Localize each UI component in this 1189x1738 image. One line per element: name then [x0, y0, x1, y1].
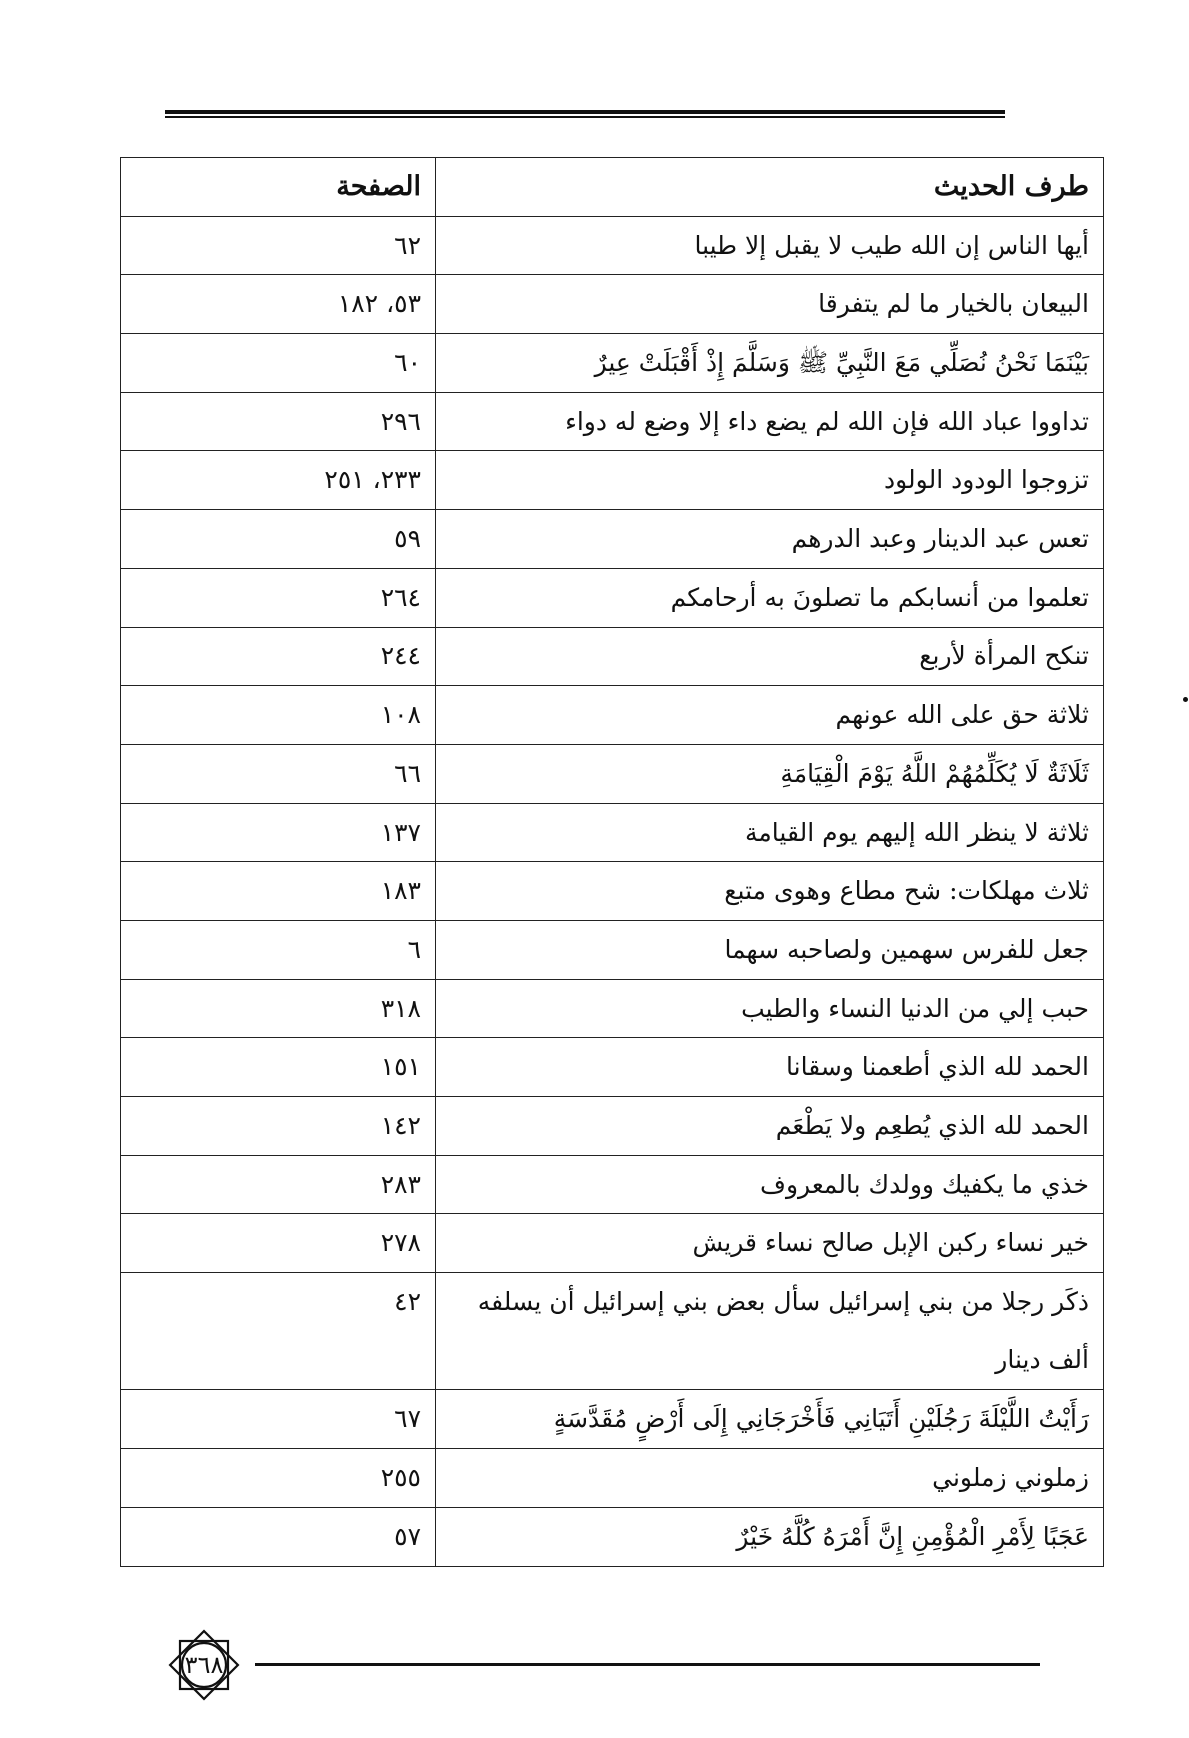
page-cell: ٢٩٦: [121, 392, 436, 451]
table-row: [121, 1390, 1104, 1449]
table-row: [121, 920, 1104, 979]
table-row: [121, 1097, 1104, 1156]
page-cell: ٦٠: [121, 334, 436, 393]
hadith-cell: خذي ما يكفيك وولدك بالمعروف: [436, 1155, 1104, 1214]
table-row: [121, 334, 1104, 393]
header-hadith: طرف الحديث: [436, 158, 1104, 217]
page-cell: ٢٧٨: [121, 1214, 436, 1273]
hadith-cell: رَأَيْتُ اللَّيْلَةَ رَجُلَيْنِ أَتَيَانِي فَأَخْرَجَانِي إِلَى أَرْضٍ مُقَدَّسَةٍ: [436, 1390, 1104, 1449]
page-cell: ١٠٨: [121, 686, 436, 745]
page-cell: ٢٣٣، ٢٥١: [121, 451, 436, 510]
page-cell: ٥٩: [121, 510, 436, 569]
page-number: ٣٦٨: [184, 1651, 224, 1679]
hadith-cell: الحمد لله الذي أطعمنا وسقانا: [436, 1038, 1104, 1097]
page-cell: ٦٦: [121, 744, 436, 803]
table-row: [121, 803, 1104, 862]
footer-rule: [255, 1663, 1040, 1666]
hadith-cell: ثلاث مهلكات: شح مطاع وهوى متبع: [436, 862, 1104, 921]
hadith-cell: خير نساء ركبن الإبل صالح نساء قريش: [436, 1214, 1104, 1273]
table-row: [121, 744, 1104, 803]
hadith-cell: تزوجوا الودود الولود: [436, 451, 1104, 510]
hadith-cell: جعل للفرس سهمين ولصاحبه سهما: [436, 920, 1104, 979]
table-row: [121, 686, 1104, 745]
hadith-cell: ثلاثة حق على الله عونهم: [436, 686, 1104, 745]
table-row: [121, 1449, 1104, 1508]
table-row: [121, 1273, 1104, 1390]
hadith-cell: زملوني زملوني: [436, 1449, 1104, 1508]
hadith-cell: تنكح المرأة لأربع: [436, 627, 1104, 686]
page-cell: ٥٧: [121, 1507, 436, 1566]
page-cell: ٢٥٥: [121, 1449, 436, 1508]
page-cell: ٤٢: [121, 1273, 436, 1390]
hadith-cell: حبب إلي من الدنيا النساء والطيب: [436, 979, 1104, 1038]
page-cell: ٢٨٣: [121, 1155, 436, 1214]
table-row: [121, 1038, 1104, 1097]
page-cell: ٢٦٤: [121, 568, 436, 627]
hadith-cell: ذكَر رجلا من بني إسرائيل سأل بعض بني إسرائيل أن يسلفه ألف دينار: [436, 1273, 1104, 1390]
hadith-cell: تعس عبد الدينار وعبد الدرهم: [436, 510, 1104, 569]
table-row: [121, 979, 1104, 1038]
page-cell: ١٨٣: [121, 862, 436, 921]
page-cell: ١٤٢: [121, 1097, 436, 1156]
table-row: [121, 1507, 1104, 1566]
page-cell: ١٣٧: [121, 803, 436, 862]
page-cell: ٥٣، ١٨٢: [121, 275, 436, 334]
hadith-cell: ثلاثة لا ينظر الله إليهم يوم القيامة: [436, 803, 1104, 862]
table-row: [121, 1155, 1104, 1214]
table-row: [121, 451, 1104, 510]
hadith-cell: الحمد لله الذي يُطعِم ولا يَطْعَم: [436, 1097, 1104, 1156]
hadith-cell: بَيْنَمَا نَحْنُ نُصَلِّي مَعَ النَّبِيِّ ﷺ وَسَلَّمَ إِذْ أَقْبَلَتْ عِيرٌ: [436, 334, 1104, 393]
page-cell: ٣١٨: [121, 979, 436, 1038]
page-cell: ٦٧: [121, 1390, 436, 1449]
table-row: [121, 862, 1104, 921]
table-row: [121, 275, 1104, 334]
page-cell: ٦: [121, 920, 436, 979]
table-row: [121, 568, 1104, 627]
header-rule-gap: [165, 114, 1005, 115]
page-cell: ٢٤٤: [121, 627, 436, 686]
table-row: [121, 1214, 1104, 1273]
hadith-cell: عَجَبًا لِأَمْرِ الْمُؤْمِنِ إِنَّ أَمْرَهُ كُلَّهُ خَيْرٌ: [436, 1507, 1104, 1566]
hadith-cell: ثَلَاثَةٌ لَا يُكَلِّمُهُمْ اللَّهُ يَوْمَ الْقِيَامَةِ: [436, 744, 1104, 803]
table-row: [121, 392, 1104, 451]
table-header-row: [121, 158, 1104, 217]
page-cell: ٦٢: [121, 216, 436, 275]
hadith-cell: تعلموا من أنسابكم ما تصلونَ به أرحامكم: [436, 568, 1104, 627]
hadith-cell: تداووا عباد الله فإن الله لم يضع داء إلا وضع له دواء: [436, 392, 1104, 451]
header-page: الصفحة: [121, 158, 436, 217]
page-cell: ١٥١: [121, 1038, 436, 1097]
hadith-index-table: [120, 157, 1104, 1567]
table-row: [121, 627, 1104, 686]
margin-mark: [1183, 697, 1188, 702]
hadith-cell: أيها الناس إن الله طيب لا يقبل إلا طيبا: [436, 216, 1104, 275]
hadith-cell: البيعان بالخيار ما لم يتفرقا: [436, 275, 1104, 334]
table-row: [121, 510, 1104, 569]
table-row: [121, 216, 1104, 275]
